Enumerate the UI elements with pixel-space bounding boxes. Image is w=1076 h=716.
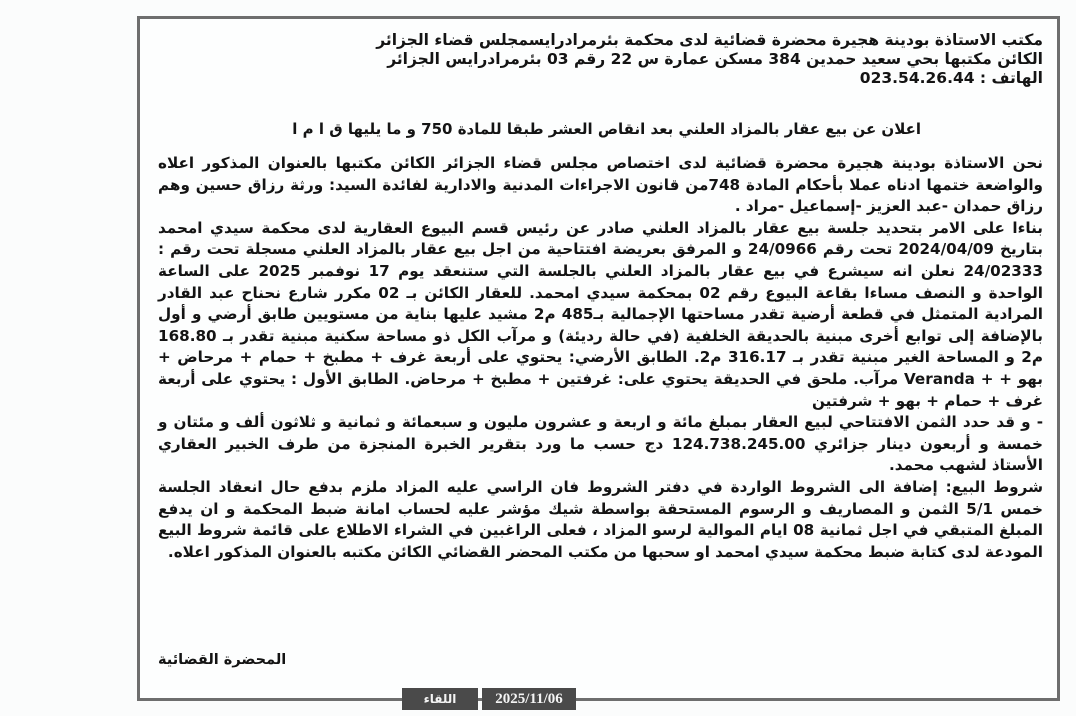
paragraph-price: - و قد حدد الثمن الافتتاحي لبيع العقار بمبلغ مائة و اربعة و عشرون مليون و سبعمائة و ثمانية و ثلاثون ألف و مئتان و خمسة و أربعون دينار جزائري 124.738.245.00 دج حسب ما ورد بتقرير الخبرة المنجزة من طرف الخبير العقاري الأستاذ لشهب محمد. [158,413,1043,475]
announcement-frame [137,16,1060,701]
announcement-content [158,19,1044,668]
paragraph-conditions: شروط البيع: إضافة الى الشروط الواردة في دفتر الشروط فان الراسي عليه المزاد ملزم بدفع حال انعقاد الجلسة خمس 5/1 الثمن و المصاريف و الرسوم المستحقة بواسطة شيك مؤشر عليه لحساب امانة ضبط المحكمة و ان يدفع المبلغ المتبقي في اجل ثمانية 08 ايام الموالية لرسو المزاد ، فعلى الراغبين في الشراء الاطلاع على قائمة شروط البيع المودعة لدى كتابة ضبط محكمة سيدي امحمد او سحبها من مكتب المحضر القضائي الكائن مكتبه بالعنوان المذكور اعلاه. [158,477,1043,561]
paragraph-order: بناءا على الامر بتحديد جلسة بيع عقار بالمزاد العلني صادر عن رئيس قسم البيوع العقارية لدى محكمة سيدي امحمد بتاريخ 2024/04/09 تحت رقم 24/0966 و المرفق بعريضة افتتاحية من اجل بيع عقار بالمزاد العلني مسجلة تحت رقم : 24/02333 نعلن انه سيشرع في بيع عقار بالمزاد العلني بالجلسة التي ستنعقد يوم 17 نوفمبر 2025 على الساعة الواحدة و النصف مساءا بقاعة البيوع رقم 02 بمحكمة سيدي امحمد. للعقار الكائن بـ 02 مكرر شارع نحناح عبد القادر المرادية المتمثل في قطعة أرضية تقدر مساحتها الإجمالية بـ485 م2 مشيد عليها بناية من مستويين طابق أرضي و أول بالإضافة إلى توابع أخرى مبنية بالحديقة الخلفية (في حالة رديئة) و مرآب الكل ذو مساحة سكنية مبنية تقدر بـ 168.80 م2 و المساحة الغير مبنية تقدر بـ 316.17 م2. الطابق الأرضي: يحتوي على أربعة غرف + مطبخ + حمام + مرحاض + بهو + + Veranda مرآب. ملحق في الحديقة يحتوي على: غرفتين + مطبخ + مرحاض. الطابق الأول : يحتوي على أربعة غرف + حمام + بهو + شرفتين [158,218,1044,410]
announcement-body [158,153,1043,563]
newspaper-name: اللقاء [402,688,478,710]
office-phone: الهاتف : 023.54.26.44 [859,69,1043,87]
publication-footer [402,688,576,710]
office-address: الكائن مكتبها بحي سعيد حمدين 384 مسكن عمارة س 22 رقم 03 بئرمرادرايس الجزائر [387,50,1043,68]
paragraph-intro: نحن الاستاذة بودينة هجيرة محضرة قضائية لدى اختصاص مجلس قضاء الجزائر الكائن مكتبها بالعنوان المذكور اعلاه والواضعة ختمها ادناه عملا بأحكام المادة 748من قانون الاجراءات المدنية والادارية لفائدة السيد: ورثة رزاق حسين وهم رزاق حمدان -عبد العزيز -إسماعيل -مراد . [158,154,1043,216]
publication-date: 2025/11/06 [482,688,576,710]
signature: المحضرة القضائية [158,652,287,668]
announcement-title: اعلان عن بيع عقار بالمزاد العلني بعد انقاص العشر طبقا للمادة 750 و ما يليها ق ا م ا [292,120,921,138]
office-name: مكتب الاستاذة بودينة هجيرة محضرة قضائية لدى محكمة بئرمرادرايسمجلس قضاء الجزائر [376,31,1043,49]
office-header [158,31,1043,88]
